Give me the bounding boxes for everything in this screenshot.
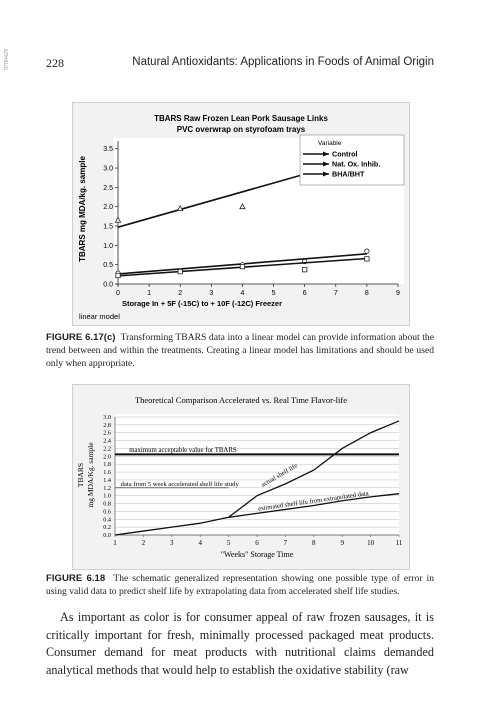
x-tick-label: 8 bbox=[364, 290, 369, 297]
y-tick-label: 1.6 bbox=[103, 469, 111, 477]
y-tick-label: 1.5 bbox=[103, 223, 113, 231]
x-tick-label: 10 bbox=[367, 539, 375, 547]
y-axis-label: TBARS mg MDA/kg. sample bbox=[78, 156, 87, 262]
x-axis-label: "Weeks" Storage Time bbox=[220, 550, 294, 559]
y-tick-label: 3.0 bbox=[103, 165, 113, 173]
x-tick-label: 9 bbox=[340, 539, 344, 547]
x-tick-label: 3 bbox=[170, 539, 174, 547]
x-tick-label: 8 bbox=[312, 539, 316, 547]
y-tick-label: 0.4 bbox=[103, 516, 111, 524]
series-label-actual: actual shelf life bbox=[260, 462, 299, 489]
data-point-square bbox=[116, 273, 120, 277]
y-axis-label: TBARS bbox=[76, 462, 85, 488]
caption-label: FIGURE 6.17(c) bbox=[46, 332, 116, 343]
x-tick-label: 3 bbox=[209, 290, 214, 297]
data-point-circle bbox=[365, 249, 369, 253]
threshold-label: maximum acceptable value for TBARS bbox=[129, 446, 237, 454]
y-tick-label: 2.6 bbox=[103, 429, 111, 437]
caption-text: Transforming TBARS data into a linear model can provide information about the trend between and within the treatments. Creating a linear model has limitations and should be used only when appropriate. bbox=[46, 332, 434, 369]
y-tick-label: 0.8 bbox=[103, 500, 111, 508]
legend-label: Nat. Ox. Inhib. bbox=[332, 159, 381, 169]
x-tick-label: 6 bbox=[302, 290, 307, 297]
figure-1-caption bbox=[46, 331, 434, 370]
x-tick-label: 1 bbox=[147, 290, 152, 297]
caption-label: FIGURE 6.18 bbox=[46, 573, 106, 584]
y-tick-label: 0.0 bbox=[103, 281, 113, 289]
annotation-label: data from 5 week accelerated shelf life study bbox=[120, 480, 239, 488]
body-paragraph: As important as color is for consumer appeal of raw frozen sausages, it is critically important for fresh, minimally processed packaged meat products. Consumer demand for meat products with nutritional claims demanded analytical methods that would help to establish the oxidative stability (raw bbox=[46, 610, 434, 677]
x-tick-label: 9 bbox=[396, 290, 400, 297]
y-tick-label: 0.5 bbox=[103, 262, 113, 270]
figure-1 bbox=[72, 102, 410, 326]
data-point-square bbox=[365, 257, 369, 261]
x-tick-label: 0 bbox=[116, 290, 120, 297]
y-tick-label: 2.5 bbox=[103, 184, 113, 192]
chart-title: TBARS Raw Frozen Lean Pork Sausage Links bbox=[154, 114, 328, 123]
legend-label: Control bbox=[332, 149, 358, 159]
side-mark: 9780429 bbox=[4, 49, 10, 70]
plot-area bbox=[115, 414, 399, 535]
y-tick-label: 2.2 bbox=[103, 445, 111, 453]
chart-2 bbox=[73, 385, 409, 569]
x-tick-label: 4 bbox=[198, 539, 202, 547]
x-tick-label: 2 bbox=[178, 290, 183, 297]
page-number: 228 bbox=[46, 56, 64, 70]
data-point-square bbox=[302, 268, 306, 272]
y-tick-label: 1.8 bbox=[103, 461, 111, 469]
y-tick-label: 2.0 bbox=[103, 204, 113, 212]
x-axis-label: Storage In + 5F (-15C) to + 10F (-12C) Freezer bbox=[121, 299, 283, 308]
y-tick-label: 1.2 bbox=[103, 484, 111, 492]
y-tick-label: 3.5 bbox=[103, 146, 113, 154]
y-tick-label: 1.0 bbox=[103, 242, 113, 250]
x-tick-label: 5 bbox=[226, 539, 231, 547]
x-tick-label: 11 bbox=[395, 539, 403, 547]
x-tick-label: 4 bbox=[240, 290, 245, 297]
caption-text: The schematic generalized representation showing one possible type of error in using valid data to predict shelf life by extrapolating data from accelerated shelf life studies. bbox=[46, 573, 434, 597]
x-tick-label: 7 bbox=[283, 539, 288, 547]
legend-title: Variable bbox=[318, 140, 342, 147]
y-tick-label: 0.0 bbox=[103, 532, 111, 539]
figure-2-caption bbox=[46, 572, 434, 598]
data-point-square bbox=[240, 264, 244, 268]
x-tick-label: 2 bbox=[141, 539, 146, 547]
series-label-estimated: estimated shelf life from extrapolated data bbox=[257, 490, 370, 513]
chart-subtitle: PVC overwrap on styrofoam trays bbox=[176, 125, 306, 134]
y-tick-label: 3.0 bbox=[103, 414, 111, 421]
y-tick-label: 2.4 bbox=[103, 437, 111, 445]
figure-2 bbox=[72, 384, 410, 570]
figure-note: linear model bbox=[79, 312, 120, 321]
x-tick-label: 1 bbox=[113, 539, 117, 547]
chart-title: Theoretical Comparison Accelerated vs. Real Time Flavor-life bbox=[134, 395, 348, 405]
x-tick-label: 7 bbox=[333, 290, 338, 297]
running-title: Natural Antioxidants: Applications in Foods of Animal Origin bbox=[132, 56, 434, 68]
y-tick-label: 1.4 bbox=[103, 476, 111, 484]
legend-label: BHA/BHT bbox=[332, 169, 365, 179]
y-tick-label: 0.6 bbox=[103, 508, 111, 516]
legend bbox=[300, 135, 404, 185]
chart-1 bbox=[73, 103, 409, 325]
y-tick-label: 0.2 bbox=[103, 524, 111, 532]
y-tick-label: 1.0 bbox=[103, 492, 111, 500]
x-tick-label: 5 bbox=[271, 290, 276, 297]
y-tick-label: 2.0 bbox=[103, 453, 111, 461]
x-tick-label: 6 bbox=[255, 539, 259, 547]
y-axis-label-units: mg MDA/Kg. sample bbox=[86, 442, 95, 508]
data-point-square bbox=[178, 269, 182, 273]
y-tick-label: 2.8 bbox=[103, 421, 111, 429]
